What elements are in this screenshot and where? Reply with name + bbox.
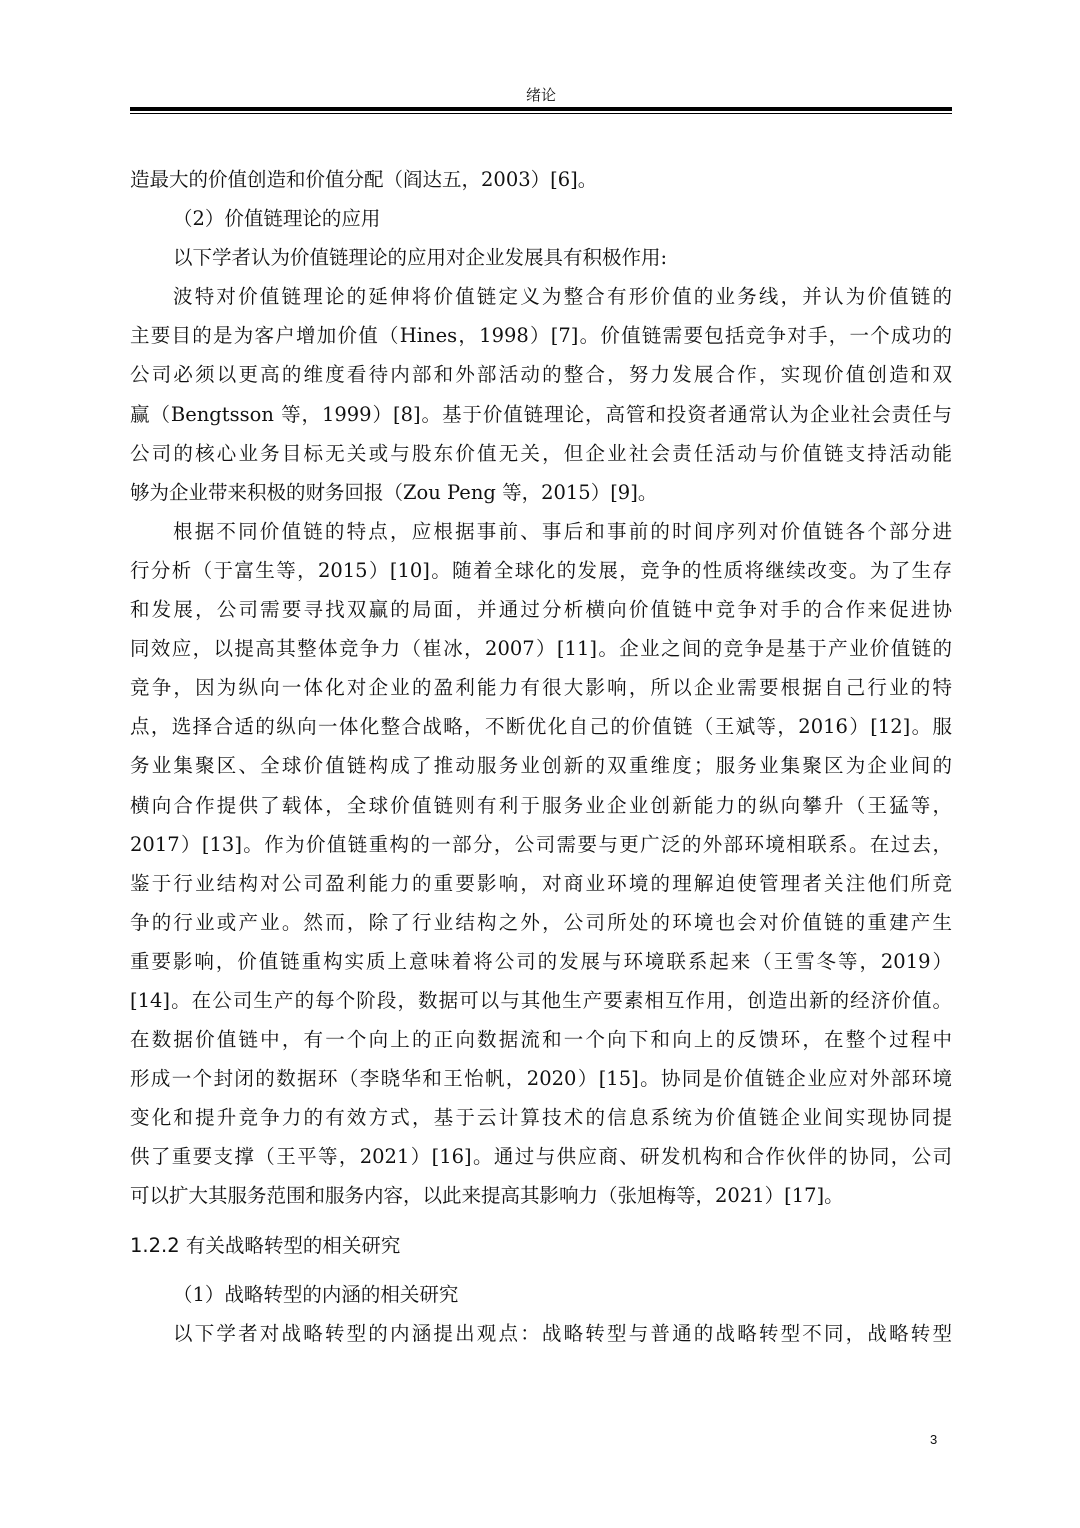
- text-line: 同效应，以提高其整体竞争力（崔冰，2007）[11]。企业之间的竞争是基于产业价值链的: [130, 637, 952, 661]
- text-line: 在数据价值链中，有一个向上的正向数据流和一个向下和向上的反馈环，在整个过程中: [130, 1028, 952, 1052]
- text-line: 形成一个封闭的数据环（李晓华和王怡帆，2020）[15]。协同是价值链企业应对外部环境: [130, 1067, 952, 1091]
- header-rule-thick: [130, 107, 952, 111]
- text-line: 重要影响，价值链重构实质上意味着将公司的发展与环境联系起来（王雪冬等，2019）: [130, 949, 952, 973]
- text-line: 争的行业或产业。然而，除了行业结构之外，公司所处的环境也会对价值链的重建产生: [130, 910, 952, 934]
- text-line: [14]。在公司生产的每个阶段，数据可以与其他生产要素相互作用，创造出新的经济价值。: [130, 988, 952, 1012]
- text-line: 点，选择合适的纵向一体化整合战略，不断优化自己的价值链（王斌等，2016）[12]。服: [130, 715, 952, 739]
- text-line: 可以扩大其服务范围和服务内容，以此来提高其影响力（张旭梅等，2021）[17]。: [130, 1184, 844, 1208]
- text-line: 务业集聚区、全球价值链构成了推动服务业创新的双重维度；服务业集聚区为企业间的: [130, 754, 952, 778]
- text-line: 鉴于行业结构对公司盈利能力的重要影响，对商业环境的理解迫使管理者关注他们所竞: [130, 871, 952, 895]
- text-line: 根据不同价值链的特点，应根据事前、事后和事前的时间序列对价值链各个部分进: [173, 519, 952, 543]
- section-heading: 1.2.2 有关战略转型的相关研究: [130, 1233, 401, 1257]
- running-header: 绪论: [525, 86, 556, 104]
- text-line: 行分析（于富生等，2015）[10]。随着全球化的发展，竞争的性质将继续改变。为了生存: [130, 558, 952, 582]
- text-line: 和发展，公司需要寻找双赢的局面，并通过分析横向价值链中竞争对手的合作来促进协: [130, 598, 952, 622]
- text-line: 2017）[13]。作为价值链重构的一部分，公司需要与更广泛的外部环境相联系。在过去，: [130, 832, 952, 856]
- text-line: 以下学者对战略转型的内涵提出观点：战略转型与普通的战略转型不同，战略转型: [173, 1321, 952, 1345]
- text-line: 造最大的价值创造和价值分配（阎达五，2003）[6]。: [130, 168, 598, 191]
- page-number: 3: [930, 1432, 938, 1447]
- text-line: 主要目的是为客户增加价值（Hines，1998）[7]。价值链需要包括竞争对手，一个成功的: [130, 324, 952, 348]
- text-line: 够为企业带来积极的财务回报（Zou Peng 等，2015）[9]。: [130, 480, 658, 504]
- subsection-title: （1）战略转型的内涵的相关研究: [173, 1282, 459, 1306]
- text-line: 公司的核心业务目标无关或与股东价值无关，但企业社会责任活动与价值链支持活动能: [130, 441, 952, 465]
- subsection-title: （2）价值链理论的应用: [173, 207, 381, 231]
- text-line: 以下学者认为价值链理论的应用对企业发展具有积极作用:: [173, 246, 668, 270]
- text-line: 波特对价值链理论的延伸将价值链定义为整合有形价值的业务线，并认为价值链的: [173, 285, 952, 309]
- text-line: 公司必须以更高的维度看待内部和外部活动的整合，努力发展合作，实现价值创造和双: [130, 363, 952, 387]
- text-line: 竞争，因为纵向一体化对企业的盈利能力有很大影响，所以企业需要根据自己行业的特: [130, 676, 952, 700]
- text-line: 变化和提升竞争力的有效方式，基于云计算技术的信息系统为价值链企业间实现协同提: [130, 1106, 952, 1130]
- body-text: [130, 160, 952, 1353]
- text-line: 横向合作提供了载体，全球价值链则有利于服务业企业创新能力的纵向攀升（王猛等，: [130, 793, 952, 817]
- header-rule-thin: [130, 113, 952, 114]
- text-line: 供了重要支撑（王平等，2021）[16]。通过与供应商、研发机构和合作伙伴的协同，公司: [130, 1145, 952, 1169]
- text-line: 赢（Bengtsson 等，1999）[8]。基于价值链理论，高管和投资者通常认为企业社会责任与: [130, 402, 952, 426]
